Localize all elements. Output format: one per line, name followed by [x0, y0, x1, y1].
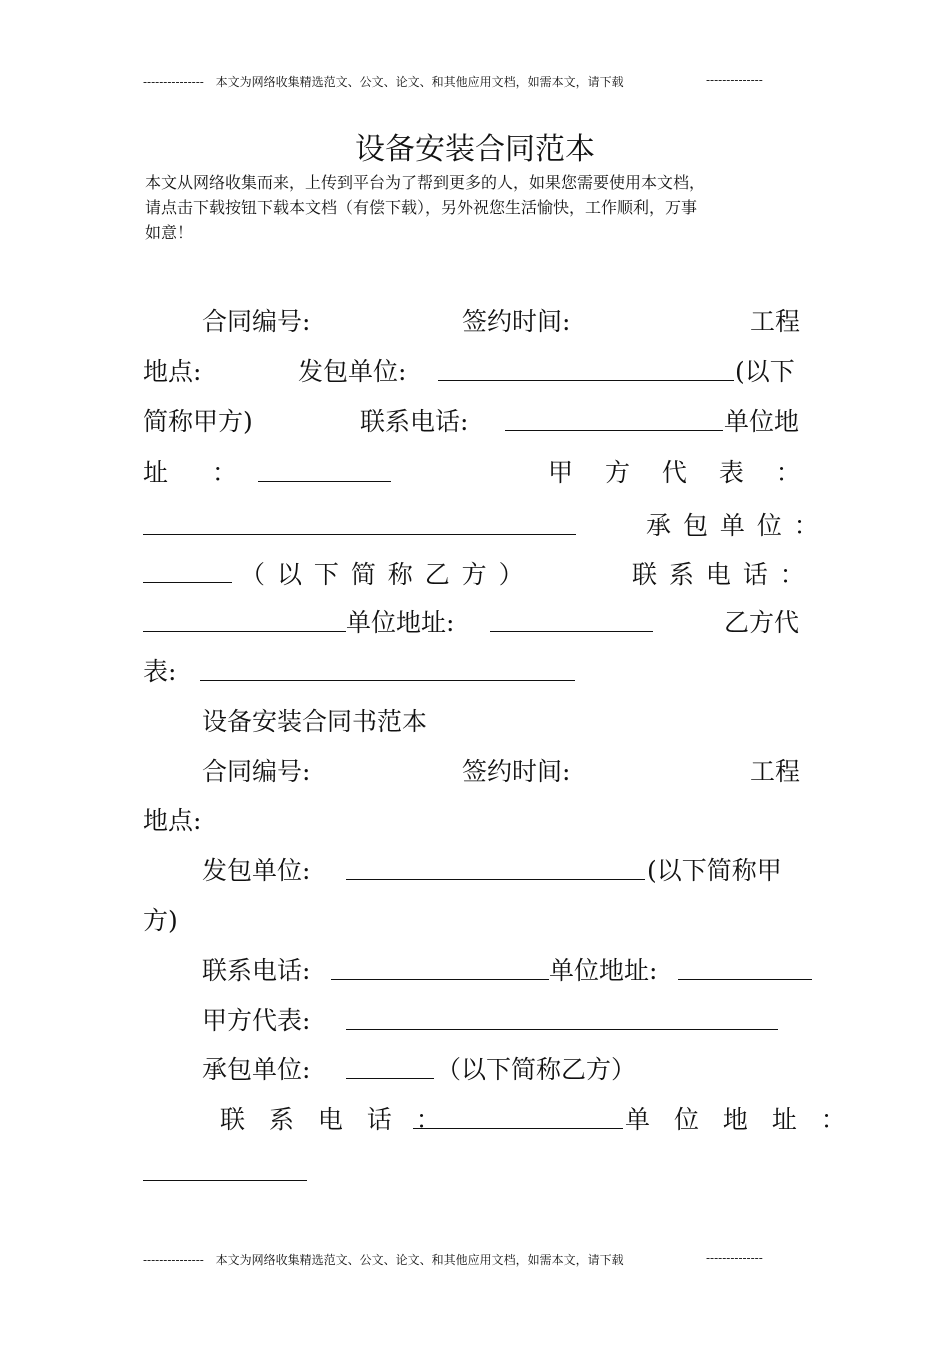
b1-party-b-rep-blank[interactable]	[200, 680, 575, 681]
b1-sign-time-label: 签约时间:	[462, 307, 571, 336]
b2-party-a-rep-blank[interactable]	[346, 1029, 778, 1030]
b1-hereafter-a-2: 简称甲方)	[143, 407, 253, 436]
b2-hereafter-b: （以下简称乙方）	[436, 1055, 637, 1084]
document-title: 设备安装合同范本	[355, 132, 595, 167]
b1-project-label: 工程	[750, 307, 801, 336]
b1-unit-addr-label-2: 址 ：	[143, 458, 255, 487]
b1-unit-addr-blank[interactable]	[258, 481, 391, 482]
footer-dash-left: ---------------	[143, 1253, 204, 1267]
b1-unit-addr-b-label: 单位地址:	[346, 608, 455, 637]
b2-employer-unit-label: 发包单位:	[202, 856, 311, 885]
b2-phone-label: 联系电话:	[202, 956, 311, 985]
b2-phone-b-blank[interactable]	[413, 1128, 623, 1129]
b2-sign-time-label: 签约时间:	[462, 757, 571, 786]
header-dash-left: ---------------	[143, 75, 204, 89]
header-text: 本文为网络收集精选范文、公文、论文、和其他应用文档，如需本文，请下载	[215, 75, 624, 89]
b2-party-a-rep-label: 甲方代表:	[202, 1006, 311, 1035]
b1-contractor-unit-label: 承 包 单 位 ：	[646, 511, 821, 540]
footer-text: 本文为网络收集精选范文、公文、论文、和其他应用文档，如需本文，请下载	[215, 1253, 624, 1267]
b2-contractor-unit-label: 承包单位:	[202, 1055, 311, 1084]
b1-hereafter-a-1: (以下	[735, 357, 795, 386]
b1-employer-unit-blank[interactable]	[438, 380, 734, 381]
intro-line-1: 本文从网络收集而来，上传到平台为了帮到更多的人，如果您需要使用本文档，	[145, 173, 706, 192]
b1-party-a-rep-blank[interactable]	[143, 534, 576, 535]
b1-employer-unit-label: 发包单位:	[298, 357, 407, 386]
b1-phone-b-label: 联 系 电 话 ：	[632, 560, 807, 589]
b1-site-label: 地点:	[143, 357, 202, 386]
b2-contract-no-label: 合同编号:	[202, 757, 311, 786]
b1-hereafter-b: （ 以 下 简 称 乙 方 ）	[240, 560, 526, 589]
page-header	[143, 73, 624, 90]
b2-hereafter-a-1: (以下简称甲	[647, 856, 782, 885]
b1-unit-addr-b-blank[interactable]	[490, 631, 653, 632]
header-dash-right: --------------	[706, 73, 763, 87]
b1-phone-blank[interactable]	[505, 430, 723, 431]
b1-contract-no-label: 合同编号:	[202, 307, 311, 336]
b1-phone-b-blank[interactable]	[143, 631, 346, 632]
footer-dash-right: --------------	[706, 1251, 763, 1265]
page-footer	[143, 1251, 624, 1268]
b2-phone-b-label: 联 系 电 话 ：	[220, 1105, 449, 1134]
b2-hereafter-a-2: 方)	[143, 906, 178, 935]
b1-party-b-rep-label-1: 乙方代	[724, 608, 800, 637]
b2-unit-addr-blank[interactable]	[678, 979, 812, 980]
b1-party-a-rep-label: 甲 方 代 表 ：	[548, 458, 813, 487]
b1-party-b-rep-label-2: 表:	[143, 657, 177, 686]
b2-heading: 设备安装合同书范本	[202, 707, 428, 736]
b2-employer-unit-blank[interactable]	[346, 879, 645, 880]
b2-unit-addr-b-label: 单 位 地 址 ：	[625, 1105, 854, 1134]
b1-phone-label: 联系电话:	[360, 407, 469, 436]
b2-project-label: 工程	[750, 757, 801, 786]
intro-line-3: 如意！	[145, 223, 194, 242]
b2-unit-addr-b-blank[interactable]	[143, 1180, 307, 1181]
b1-contractor-unit-blank[interactable]	[143, 582, 232, 583]
b2-phone-blank[interactable]	[331, 979, 549, 980]
b2-unit-addr-label: 单位地址:	[549, 956, 658, 985]
intro-line-2: 请点击下载按钮下载本文档（有偿下载），另外祝您生活愉快，工作顺利，万事	[145, 198, 698, 217]
b1-unit-addr-label-1: 单位地	[724, 407, 800, 436]
b2-site-label: 地点:	[143, 806, 202, 835]
b2-contractor-unit-blank[interactable]	[346, 1078, 434, 1079]
